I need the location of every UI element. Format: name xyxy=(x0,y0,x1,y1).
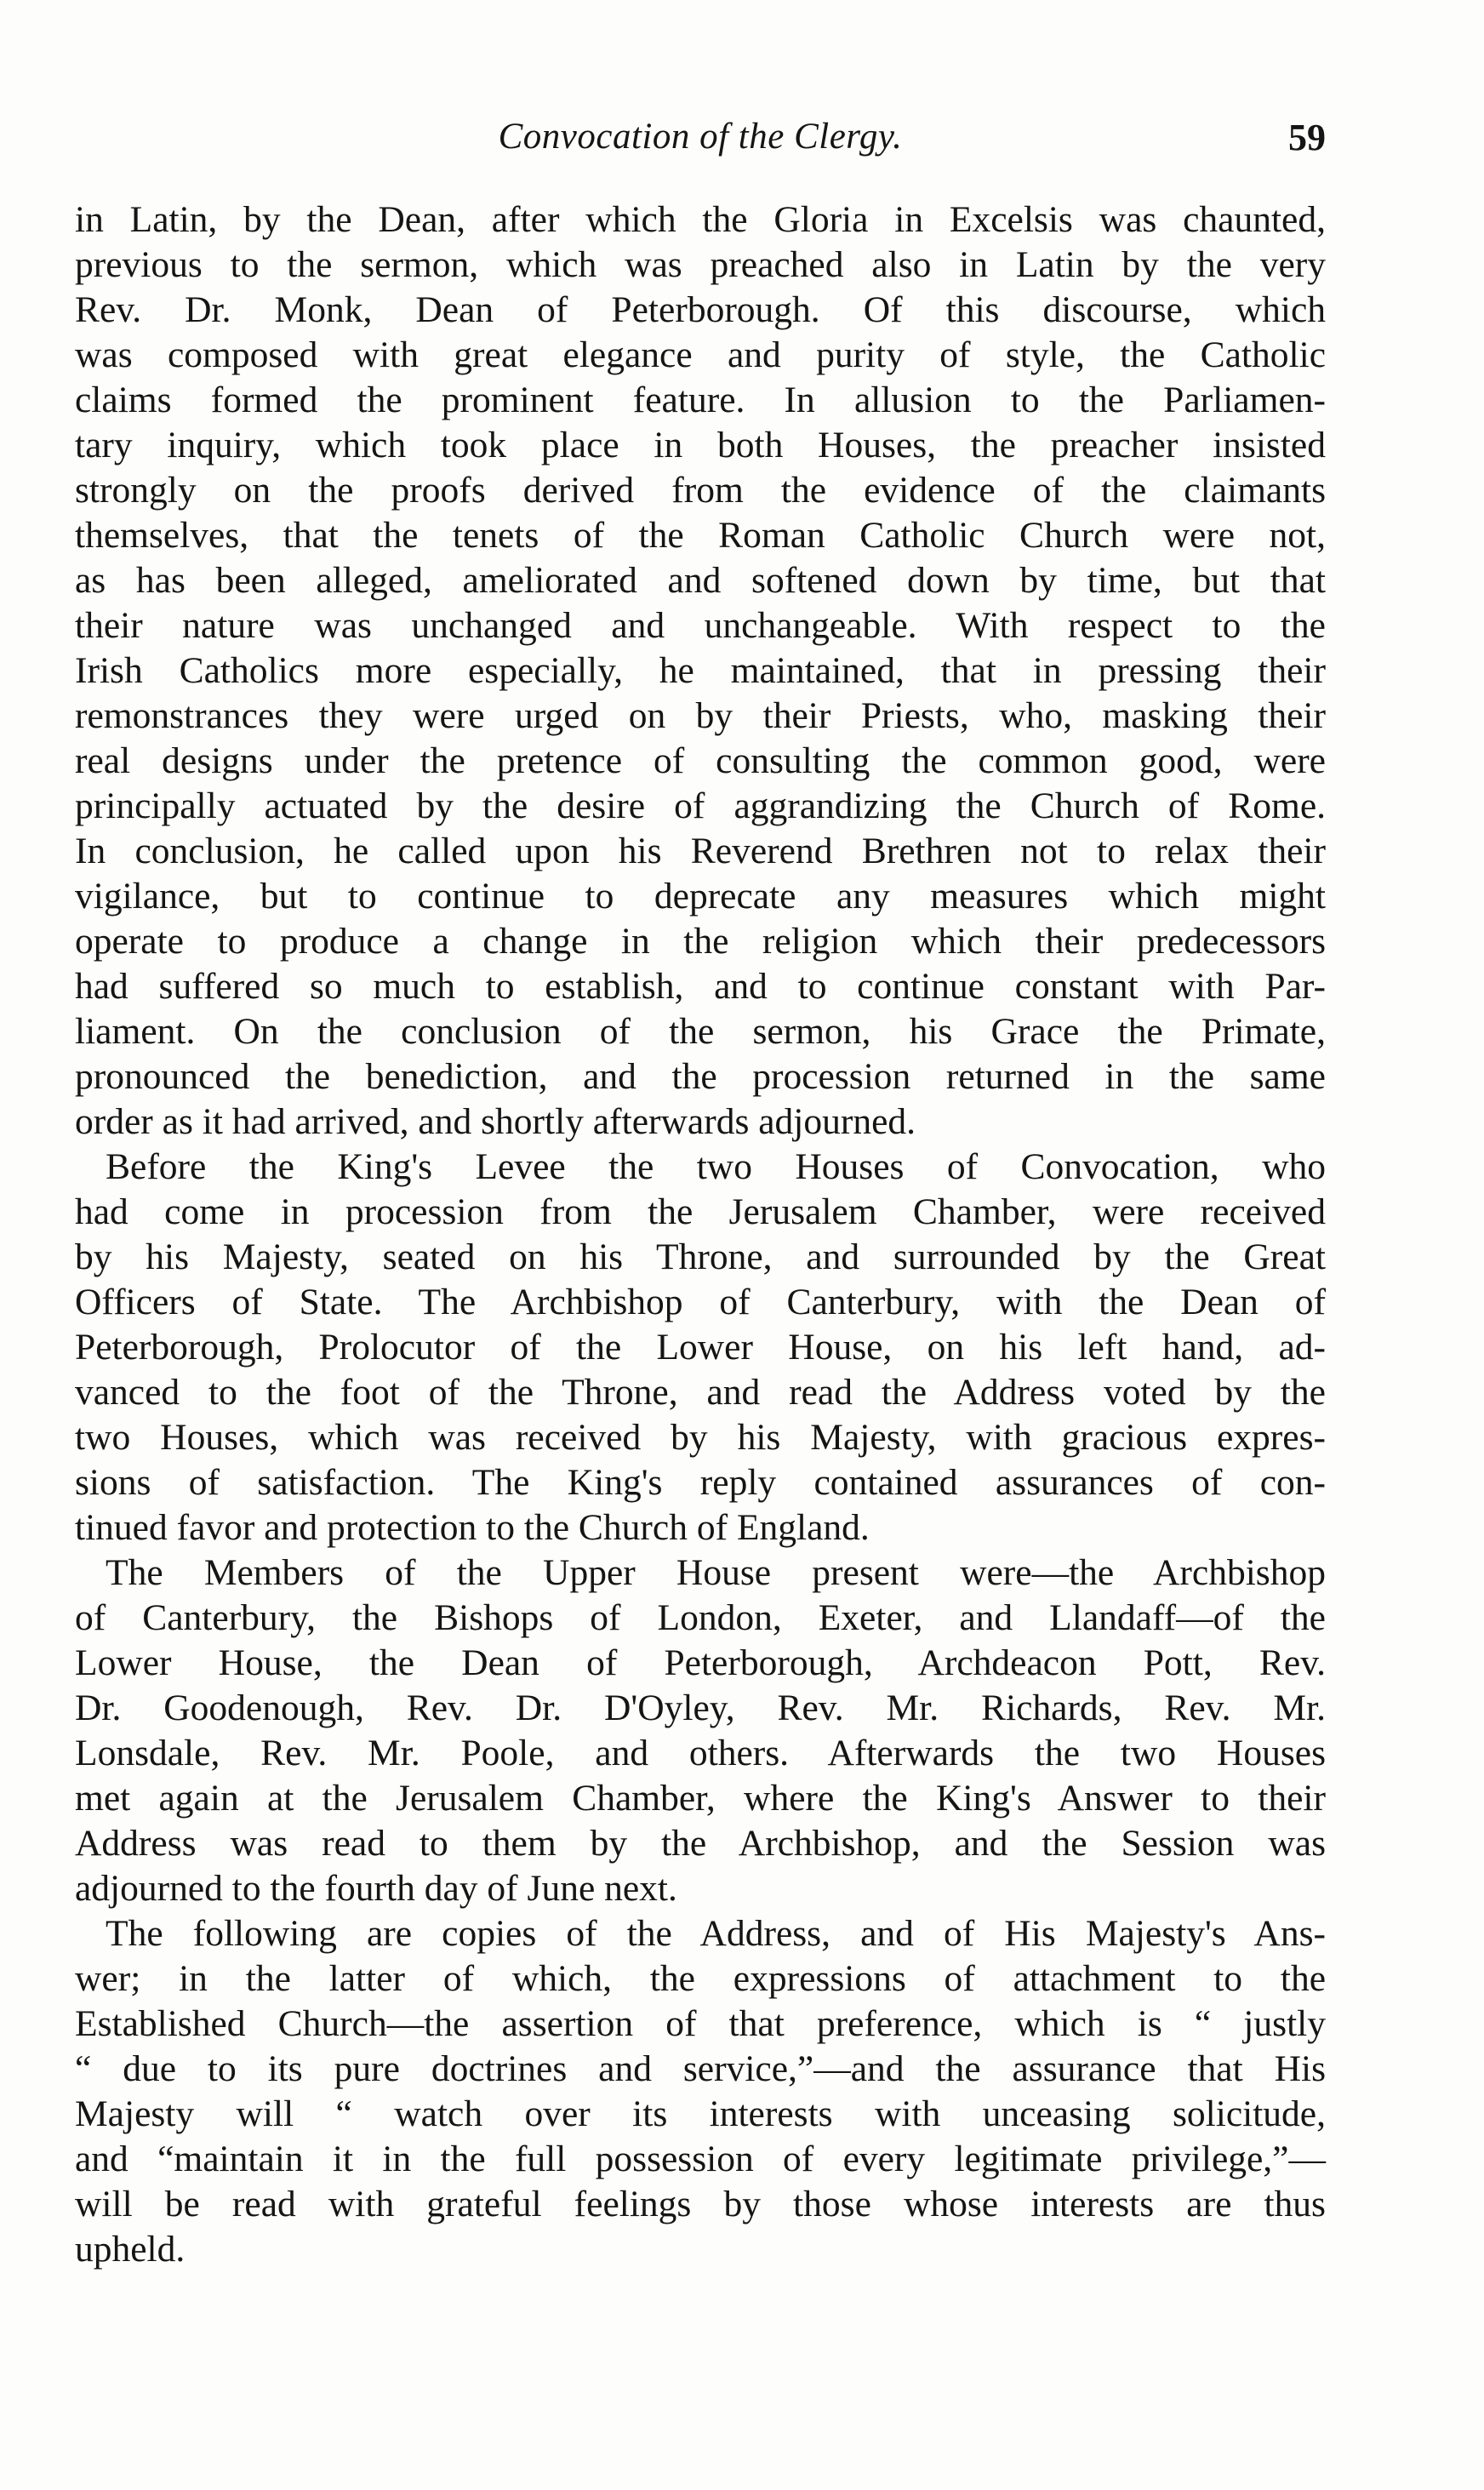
text-line: by his Majesty, seated on his Throne, and surrounded by the Great xyxy=(75,1236,1326,1277)
paragraph xyxy=(75,197,1326,1145)
text-line: met again at the Jerusalem Chamber, where the King's Answer to their xyxy=(75,1778,1326,1819)
running-title: Convocation of the Clergy. xyxy=(498,117,903,157)
text-line: had suffered so much to establish, and to continue constant with Par- xyxy=(75,966,1326,1007)
text-line: Rev. Dr. Monk, Dean of Peterborough. Of this discourse, which xyxy=(75,289,1326,330)
text-line: had come in procession from the Jerusalem Chamber, were received xyxy=(75,1191,1326,1232)
text-line: liament. On the conclusion of the sermon, his Grace the Primate, xyxy=(75,1011,1326,1052)
text-line: Established Church—the assertion of that preference, which is “ justly xyxy=(75,2003,1326,2044)
text-line: previous to the sermon, which was preached also in Latin by the very xyxy=(75,244,1326,285)
text-line: themselves, that the tenets of the Roman Catholic Church were not, xyxy=(75,515,1326,556)
text-line: Officers of State. The Archbishop of Canterbury, with the Dean of xyxy=(75,1282,1326,1322)
text-line: tinued favor and protection to the Church of England. xyxy=(75,1507,870,1548)
text-line: The Members of the Upper House present were—the Archbishop xyxy=(106,1552,1326,1593)
text-line: Dr. Goodenough, Rev. Dr. D'Oyley, Rev. Mr. Richards, Rev. Mr. xyxy=(75,1688,1326,1728)
text-line: pronounced the benediction, and the procession returned in the same xyxy=(75,1056,1326,1097)
text-line: will be read with grateful feelings by those whose interests are thus xyxy=(75,2184,1326,2224)
text-line: Peterborough, Prolocutor of the Lower House, on his left hand, ad- xyxy=(75,1327,1326,1368)
text-line: tary inquiry, which took place in both Houses, the preacher insisted xyxy=(75,425,1326,465)
paragraph xyxy=(75,1911,1326,2272)
text-line: Before the King's Levee the two Houses of Convocation, who xyxy=(106,1146,1326,1187)
text-line: two Houses, which was received by his Majesty, with gracious expres- xyxy=(75,1417,1326,1458)
text-line: sions of satisfaction. The King's reply contained assurances of con- xyxy=(75,1462,1326,1503)
page-number: 59 xyxy=(1288,117,1326,158)
text-line: wer; in the latter of which, the expressions of attachment to the xyxy=(75,1958,1326,1999)
text-line: of Canterbury, the Bishops of London, Exeter, and Llandaff—of the xyxy=(75,1597,1326,1638)
text-line: Irish Catholics more especially, he maintained, that in pressing their xyxy=(75,650,1326,691)
text-line: was composed with great elegance and purity of style, the Catholic xyxy=(75,334,1326,375)
text-line: upheld. xyxy=(75,2229,186,2270)
text-line: remonstrances they were urged on by their Priests, who, masking their xyxy=(75,695,1326,736)
paragraph xyxy=(75,1145,1326,1551)
text-line: as has been alleged, ameliorated and softened down by time, but that xyxy=(75,560,1326,601)
text-line: strongly on the proofs derived from the evidence of the claimants xyxy=(75,470,1326,511)
text-line: their nature was unchanged and unchangeable. With respect to the xyxy=(75,605,1326,646)
text-line: Lower House, the Dean of Peterborough, Archdeacon Pott, Rev. xyxy=(75,1642,1326,1683)
text-line: vanced to the foot of the Throne, and read the Address voted by the xyxy=(75,1372,1326,1413)
text-line: vigilance, but to continue to deprecate any measures which might xyxy=(75,876,1326,917)
text-line: The following are copies of the Address, and of His Majesty's Ans- xyxy=(106,1913,1326,1954)
paragraph xyxy=(75,1551,1326,1911)
text-line: Lonsdale, Rev. Mr. Poole, and others. Afterwards the two Houses xyxy=(75,1733,1326,1773)
text-line: Address was read to them by the Archbishop, and the Session was xyxy=(75,1823,1326,1864)
body-text xyxy=(75,197,1326,2272)
text-line: real designs under the pretence of consulting the common good, were xyxy=(75,740,1326,781)
text-line: and “maintain it in the full possession of every legitimate privilege,”— xyxy=(75,2139,1326,2179)
text-line: Majesty will “ watch over its interests with unceasing solicitude, xyxy=(75,2093,1326,2134)
text-line: operate to produce a change in the religion which their predecessors xyxy=(75,921,1326,962)
text-line: principally actuated by the desire of aggrandizing the Church of Rome. xyxy=(75,785,1326,826)
text-line: claims formed the prominent feature. In allusion to the Parliamen- xyxy=(75,380,1326,420)
text-line: “ due to its pure doctrines and service,”—and the assurance that His xyxy=(75,2048,1326,2089)
running-head xyxy=(75,116,1326,170)
text-line: in Latin, by the Dean, after which the Gloria in Excelsis was chaunted, xyxy=(75,199,1326,240)
text-line: order as it had arrived, and shortly afterwards adjourned. xyxy=(75,1101,916,1142)
text-line: adjourned to the fourth day of June next. xyxy=(75,1868,677,1909)
text-line: In conclusion, he called upon his Reverend Brethren not to relax their xyxy=(75,831,1326,871)
